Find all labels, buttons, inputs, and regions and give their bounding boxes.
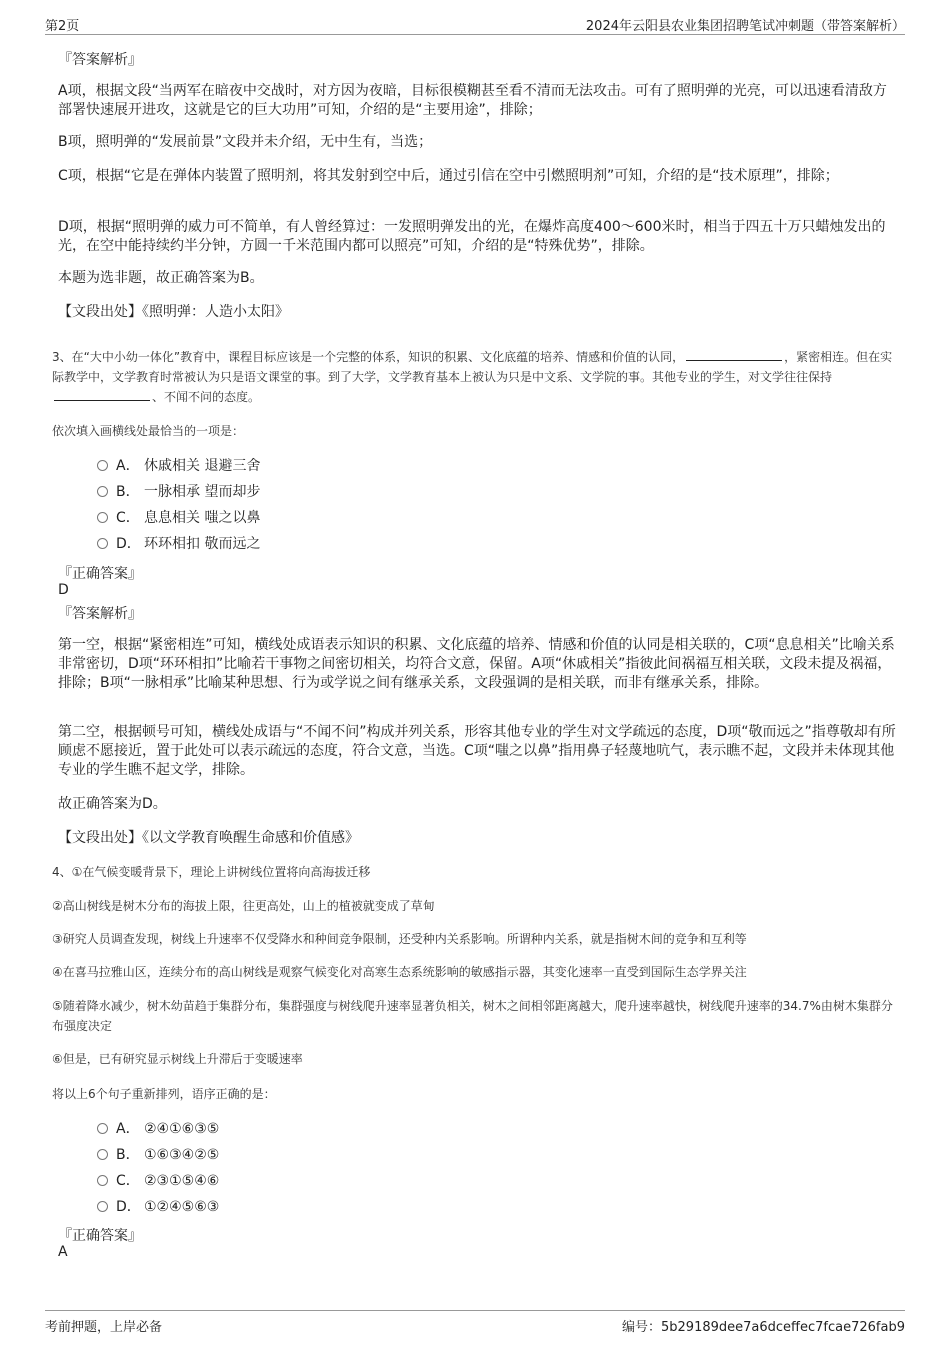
footer-slogan: 考前押题，上岸必备 xyxy=(45,1320,163,1335)
q2-analysis-paragraph: D项，根据“照明弹的威力可不简单，有人曾经算过：一发照明弹发出的光，在爆炸高度400～600米时，相当于四五十万只蜡烛发出的光，在空中能持续约半分钟，方圆一千米范围内都可以照亮”可知，介绍的是“特殊优势”，排除。 xyxy=(58,219,886,254)
radio-icon[interactable] xyxy=(97,1149,108,1160)
q3-answer: D xyxy=(58,582,69,598)
radio-icon[interactable] xyxy=(97,1175,108,1186)
q3-prompt: 依次填入画横线处最恰当的一项是： xyxy=(52,424,245,438)
document-code: 编号：5b29189dee7a6dceffec7fcae726fab9 xyxy=(622,1320,905,1335)
radio-icon[interactable] xyxy=(97,460,108,471)
q2-analysis-paragraph: A项，根据文段“当两军在暗夜中交战时，对方因为夜暗，目标很模糊甚至看不清而无法攻击。可有了照明弹的光亮，可以迅速看清敌方部署快速展开进攻，这就是它的巨大功用”可知，介绍的是“主要用途”，排除； xyxy=(58,83,887,118)
radio-icon[interactable] xyxy=(97,538,108,549)
q4-prompt: 将以上6个句子重新排列，语序正确的是： xyxy=(52,1087,276,1101)
q2-source: 【文段出处】《照明弹：人造小太阳》 xyxy=(58,304,289,320)
q4-answer-label: 『正确答案』 xyxy=(58,1228,142,1244)
q3-option-c[interactable]: C． 息息相关 嗤之以鼻 xyxy=(97,508,260,528)
q2-analysis-paragraph: C项，根据“它是在弹体内装置了照明剂，将其发射到空中后，通过引信在空中引燃照明剂”可知，介绍的是“技术原理”，排除； xyxy=(58,168,839,184)
blank-1 xyxy=(686,348,782,361)
q3-answer-label: 『正确答案』 xyxy=(58,566,142,582)
radio-icon[interactable] xyxy=(97,486,108,497)
q4-sentence: ③研究人员调查发现，树线上升速率不仅受降水和种间竞争限制，还受种内关系影响。所谓种内关系，就是指树木间的竞争和互利等 xyxy=(52,932,747,946)
q4-answer: A xyxy=(58,1244,68,1260)
q4-option-d[interactable]: D． ①②④⑤⑥③ xyxy=(97,1197,219,1217)
page-number: 第2页 xyxy=(45,19,80,34)
q2-conclusion: 本题为选非题，故正确答案为B。 xyxy=(58,270,264,286)
q3-stem: 3、在“大中小幼一体化”教育中，课程目标应该是一个完整的体系，知识的积累、文化底蕴的培养、情感和价值的认同， ，紧密相连。但在实际教学中，文学教育时常被认为只是语文课堂的事。到了大学，文学教育基本上被认为只是中文系、文学院的事。其他专业的学生，对文学往往保持、不闻不问的态度。 xyxy=(52,350,893,404)
q4-option-a[interactable]: A． ②④①⑥③⑤ xyxy=(97,1119,219,1139)
q3-analysis-paragraph: 第二空，根据顿号可知，横线处成语与“不闻不问”构成并列关系，形容其他专业的学生对文学疏远的态度，D项“敬而远之”指尊敬却有所顾虑不愿接近，置于此处可以表示疏远的态度，符合文意，当选。C项“嗤之以鼻”指用鼻子轻蔑地吭气，表示瞧不起，文段并未体现其他专业的学生瞧不起文学，排除。 xyxy=(58,724,896,778)
q2-analysis-label: 『答案解析』 xyxy=(58,52,142,68)
q3-analysis-paragraph: 第一空，根据“紧密相连”可知，横线处成语表示知识的积累、文化底蕴的培养、情感和价值的认同是相关联的，C项“息息相关”比喻关系非常密切，D项“环环相扣”比喻若干事物之间密切相关，均符合文意，保留。A项“休戚相关”指彼此间祸福互相关联，文段未提及祸福，排除；B项“一脉相承”比喻某种思想、行为或学说之间有继承关系，文段强调的是相关联，而非有继承关系，排除。 xyxy=(58,637,895,691)
document-title: 2024年云阳县农业集团招聘笔试冲刺题（带答案解析） xyxy=(585,19,905,34)
q3-option-a[interactable]: A． 休戚相关 退避三舍 xyxy=(97,456,260,476)
q3-source: 【文段出处】《以文学教育唤醒生命感和价值感》 xyxy=(58,830,359,846)
radio-icon[interactable] xyxy=(97,512,108,523)
q4-sentence: ⑤随着降水减少，树木幼苗趋于集群分布，集群强度与树线爬升速率显著负相关，树木之间相邻距离越大，爬升速率越快，树线爬升速率的34.7%由树木集群分布强度决定 xyxy=(52,999,893,1033)
q4-sentence: ④在喜马拉雅山区，连续分布的高山树线是观察气候变化对高寒生态系统影响的敏感指示器，其变化速率一直受到国际生态学界关注 xyxy=(52,965,747,979)
radio-icon[interactable] xyxy=(97,1123,108,1134)
q4-sentence: 4、①在气候变暖背景下，理论上讲树线位置将向高海拔迁移 xyxy=(52,865,371,879)
q3-analysis-label: 『答案解析』 xyxy=(58,606,142,622)
q4-sentence: ②高山树线是树木分布的海拔上限，往更高处，山上的植被就变成了草甸 xyxy=(52,899,435,913)
q4-option-c[interactable]: C． ②③①⑤④⑥ xyxy=(97,1171,219,1191)
radio-icon[interactable] xyxy=(97,1201,108,1212)
page-header xyxy=(45,12,905,35)
page-footer xyxy=(45,1310,905,1337)
q3-option-d[interactable]: D． 环环相扣 敬而远之 xyxy=(97,534,260,554)
q4-option-b[interactable]: B． ①⑥③④②⑤ xyxy=(97,1145,219,1165)
q4-sentence: ⑥但是，已有研究显示树线上升滞后于变暖速率 xyxy=(52,1052,303,1066)
q3-option-b[interactable]: B． 一脉相承 望而却步 xyxy=(97,482,260,502)
blank-2 xyxy=(54,388,150,401)
q2-analysis-paragraph: B项，照明弹的“发展前景”文段并未介绍，无中生有，当选； xyxy=(58,134,433,150)
q3-conclusion: 故正确答案为D。 xyxy=(58,796,167,812)
